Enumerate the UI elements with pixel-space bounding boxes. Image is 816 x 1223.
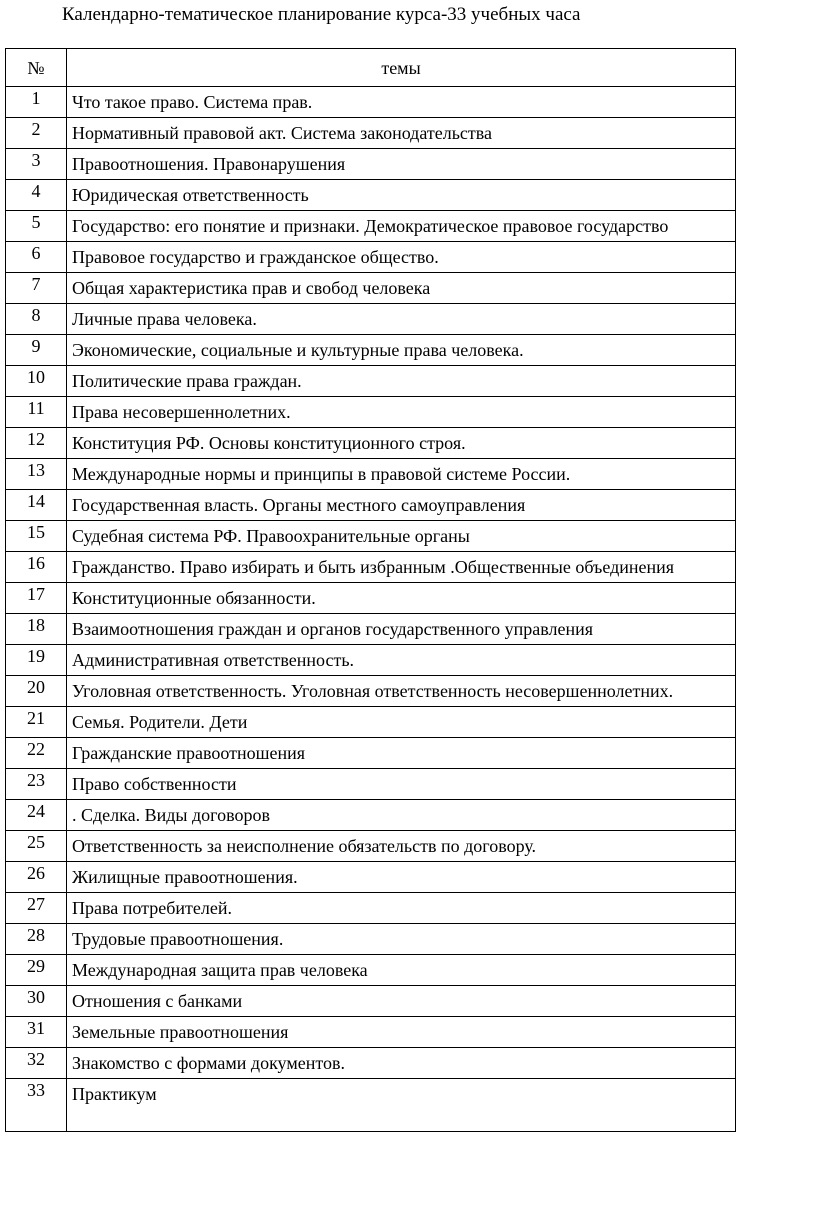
row-number: 22 <box>6 738 67 769</box>
row-number: 11 <box>6 397 67 428</box>
row-number: 21 <box>6 707 67 738</box>
row-number: 26 <box>6 862 67 893</box>
row-topic: Личные права человека. <box>67 304 736 335</box>
row-number: 19 <box>6 645 67 676</box>
row-topic: Земельные правоотношения <box>67 1017 736 1048</box>
table-row <box>6 304 736 335</box>
row-topic: Международная защита прав человека <box>67 955 736 986</box>
row-number: 13 <box>6 459 67 490</box>
table-row <box>6 738 736 769</box>
table-header-row <box>6 49 736 87</box>
row-number: 33 <box>6 1079 67 1132</box>
row-number: 28 <box>6 924 67 955</box>
row-topic: Общая характеристика прав и свобод человека <box>67 273 736 304</box>
row-topic: Правовое государство и гражданское общество. <box>67 242 736 273</box>
row-topic: Международные нормы и принципы в правовой системе России. <box>67 459 736 490</box>
row-number: 2 <box>6 118 67 149</box>
row-number: 6 <box>6 242 67 273</box>
table-row <box>6 180 736 211</box>
table-row <box>6 428 736 459</box>
row-topic: Юридическая ответственность <box>67 180 736 211</box>
row-topic: Жилищные правоотношения. <box>67 862 736 893</box>
table-row <box>6 986 736 1017</box>
table-row <box>6 614 736 645</box>
row-number: 8 <box>6 304 67 335</box>
table-row <box>6 645 736 676</box>
row-number: 5 <box>6 211 67 242</box>
table-row <box>6 335 736 366</box>
table-row <box>6 273 736 304</box>
document-title: Календарно-тематическое планирование курса-33 учебных часа <box>62 4 581 25</box>
row-topic: Государство: его понятие и признаки. Демократическое правовое государство <box>67 211 736 242</box>
row-topic: Взаимоотношения граждан и органов государственного управления <box>67 614 736 645</box>
row-topic: Гражданские правоотношения <box>67 738 736 769</box>
row-topic: Право собственности <box>67 769 736 800</box>
row-number: 15 <box>6 521 67 552</box>
row-number: 3 <box>6 149 67 180</box>
row-topic: . Сделка. Виды договоров <box>67 800 736 831</box>
table-row <box>6 862 736 893</box>
plan-table <box>5 48 736 1132</box>
row-number: 10 <box>6 366 67 397</box>
table-row <box>6 583 736 614</box>
row-number: 24 <box>6 800 67 831</box>
row-number: 1 <box>6 87 67 118</box>
row-number: 27 <box>6 893 67 924</box>
table-row <box>6 676 736 707</box>
row-topic: Права несовершеннолетних. <box>67 397 736 428</box>
row-number: 23 <box>6 769 67 800</box>
row-topic: Семья. Родители. Дети <box>67 707 736 738</box>
row-number: 29 <box>6 955 67 986</box>
row-topic: Гражданство. Право избирать и быть избранным .Общественные объединения <box>67 552 736 583</box>
row-number: 4 <box>6 180 67 211</box>
table-row <box>6 366 736 397</box>
row-topic: Трудовые правоотношения. <box>67 924 736 955</box>
row-number: 30 <box>6 986 67 1017</box>
row-topic: Административная ответственность. <box>67 645 736 676</box>
table-row <box>6 1048 736 1079</box>
table-row <box>6 955 736 986</box>
table-row <box>6 769 736 800</box>
row-topic: Конституция РФ. Основы конституционного строя. <box>67 428 736 459</box>
table-row <box>6 552 736 583</box>
row-number: 17 <box>6 583 67 614</box>
row-topic: Что такое право. Система прав. <box>67 87 736 118</box>
row-topic: Экономические, социальные и культурные права человека. <box>67 335 736 366</box>
row-topic: Отношения с банками <box>67 986 736 1017</box>
row-topic: Ответственность за неисполнение обязательств по договору. <box>67 831 736 862</box>
row-topic: Судебная система РФ. Правоохранительные органы <box>67 521 736 552</box>
row-number: 18 <box>6 614 67 645</box>
row-topic: Государственная власть. Органы местного самоуправления <box>67 490 736 521</box>
table-row <box>6 707 736 738</box>
table-row <box>6 149 736 180</box>
table-row <box>6 521 736 552</box>
table-row <box>6 118 736 149</box>
table-row <box>6 831 736 862</box>
header-topic: темы <box>67 49 736 87</box>
table-row <box>6 242 736 273</box>
table-row <box>6 800 736 831</box>
row-number: 32 <box>6 1048 67 1079</box>
table-body <box>6 87 736 1132</box>
row-topic: Знакомство с формами документов. <box>67 1048 736 1079</box>
row-number: 16 <box>6 552 67 583</box>
table-row <box>6 1079 736 1132</box>
row-topic: Конституционные обязанности. <box>67 583 736 614</box>
row-number: 7 <box>6 273 67 304</box>
row-topic: Политические права граждан. <box>67 366 736 397</box>
row-number: 14 <box>6 490 67 521</box>
table-row <box>6 397 736 428</box>
table-row <box>6 459 736 490</box>
row-number: 20 <box>6 676 67 707</box>
row-number: 12 <box>6 428 67 459</box>
row-topic: Правоотношения. Правонарушения <box>67 149 736 180</box>
row-number: 25 <box>6 831 67 862</box>
row-topic: Уголовная ответственность. Уголовная ответственность несовершеннолетних. <box>67 676 736 707</box>
table-row <box>6 893 736 924</box>
table-row <box>6 87 736 118</box>
row-topic: Нормативный правовой акт. Система законодательства <box>67 118 736 149</box>
row-topic: Права потребителей. <box>67 893 736 924</box>
row-number: 9 <box>6 335 67 366</box>
row-number: 31 <box>6 1017 67 1048</box>
table-row <box>6 211 736 242</box>
header-number: № <box>6 49 67 87</box>
row-topic: Практикум <box>67 1079 736 1132</box>
table-row <box>6 1017 736 1048</box>
table-row <box>6 490 736 521</box>
table-row <box>6 924 736 955</box>
